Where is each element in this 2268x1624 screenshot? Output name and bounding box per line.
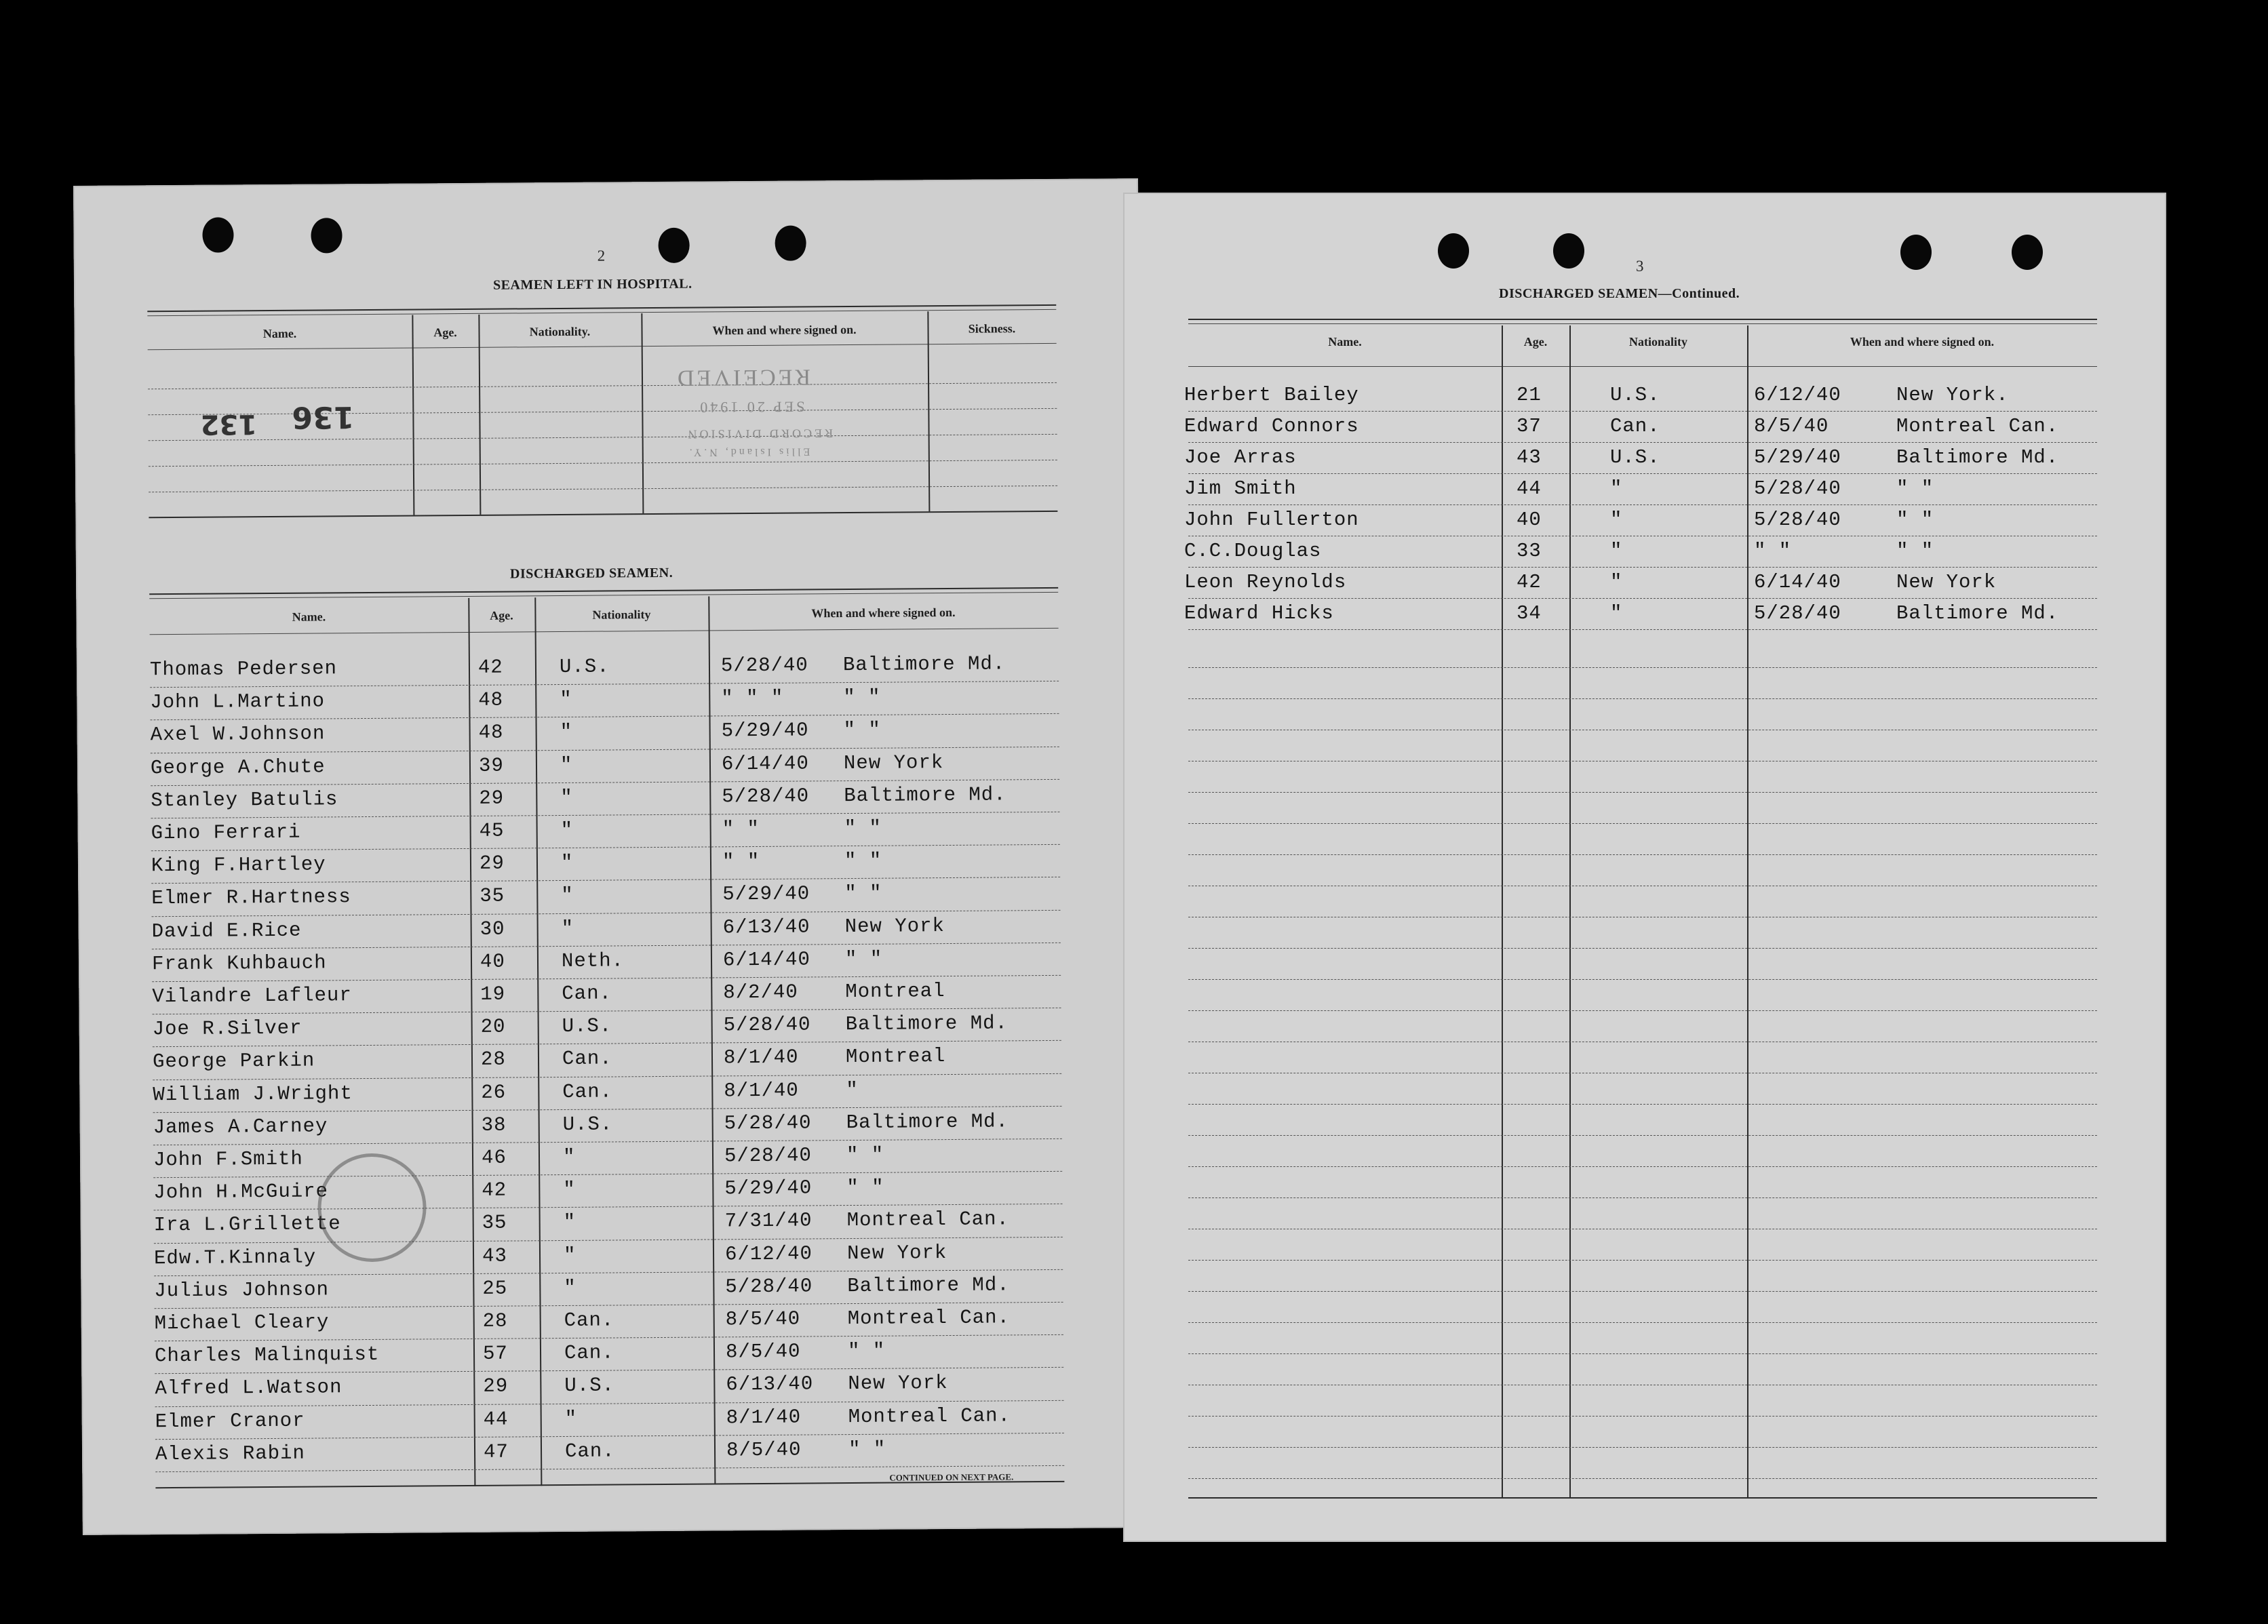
seaman-age: 28 bbox=[480, 1048, 506, 1071]
seaman-name: Herbert Bailey bbox=[1184, 384, 1359, 406]
seaman-age: 43 bbox=[482, 1244, 507, 1267]
col-when-where: When and where signed on. bbox=[811, 605, 956, 620]
seaman-age: 42 bbox=[1517, 571, 1542, 593]
signed-on-place: Baltimore Md. bbox=[846, 1110, 1009, 1134]
seaman-nationality: " bbox=[564, 1276, 576, 1299]
seaman-nationality: U.S. bbox=[564, 1374, 615, 1398]
seaman-age: 34 bbox=[1517, 602, 1542, 625]
seaman-name: Charles Malinquist bbox=[154, 1343, 380, 1368]
signed-on-place: " " bbox=[843, 686, 881, 709]
seaman-name: Edw.T.Kinnaly bbox=[153, 1246, 317, 1269]
seaman-name: Thomas Pedersen bbox=[149, 657, 338, 681]
continued-note: CONTINUED ON NEXT PAGE. bbox=[889, 1471, 1014, 1483]
seaman-nationality: " bbox=[561, 884, 574, 907]
seaman-name: Elmer Cranor bbox=[155, 1409, 305, 1433]
signed-on-place: New York bbox=[848, 1372, 948, 1395]
signed-on-place: " " bbox=[1896, 540, 1934, 562]
signed-on-place: " " bbox=[846, 1176, 884, 1200]
signed-on-place: Montreal bbox=[845, 1045, 946, 1069]
seaman-name: Edward Connors bbox=[1184, 415, 1359, 437]
signed-on-place: New York bbox=[843, 751, 944, 774]
signed-on-date: 8/1/40 bbox=[724, 1079, 799, 1102]
seaman-name: George Parkin bbox=[152, 1049, 315, 1073]
signed-on-date: 5/28/40 bbox=[723, 1013, 811, 1037]
signed-on-place: " " bbox=[1896, 509, 1934, 531]
signed-on-date: 8/5/40 bbox=[725, 1307, 801, 1331]
seaman-name: Ira L.Grillette bbox=[153, 1212, 341, 1237]
signed-on-place: " " bbox=[1896, 477, 1934, 500]
signed-on-date: 6/13/40 bbox=[722, 915, 810, 938]
seaman-age: 57 bbox=[482, 1342, 508, 1366]
punch-hole bbox=[2012, 235, 2043, 270]
col-name: Name. bbox=[262, 326, 297, 341]
col-sickness: Sickness. bbox=[968, 321, 1016, 336]
punch-hole bbox=[1438, 233, 1469, 269]
seaman-name: John H.McGuire bbox=[153, 1180, 329, 1204]
seaman-age: 45 bbox=[479, 819, 505, 842]
signed-on-place: " " bbox=[844, 849, 882, 873]
seaman-nationality: U.S. bbox=[1610, 446, 1660, 469]
seaman-age: 26 bbox=[481, 1081, 507, 1104]
signed-on-date: 5/28/40 bbox=[720, 654, 808, 677]
seaman-age: 21 bbox=[1517, 384, 1542, 406]
signed-on-place: Baltimore Md. bbox=[845, 1012, 1009, 1036]
signed-on-date: 5/28/40 bbox=[722, 785, 810, 808]
seaman-nationality: " bbox=[560, 753, 573, 776]
seaman-age: 46 bbox=[481, 1146, 507, 1169]
seaman-age: 44 bbox=[1517, 477, 1542, 500]
seaman-nationality: " bbox=[563, 1179, 576, 1202]
seaman-age: 29 bbox=[479, 787, 505, 810]
seaman-nationality: " bbox=[1610, 477, 1623, 500]
circular-stamp bbox=[317, 1153, 427, 1262]
signed-on-date: " " " bbox=[721, 686, 784, 710]
seaman-age: 29 bbox=[479, 852, 505, 875]
seaman-name: Leon Reynolds bbox=[1184, 571, 1347, 593]
signed-on-date: 5/28/40 bbox=[1754, 509, 1841, 531]
signed-on-date: 8/5/40 bbox=[726, 1438, 802, 1462]
col-name: Name. bbox=[1328, 335, 1362, 349]
page-number: 2 bbox=[597, 247, 606, 264]
seaman-age: 42 bbox=[477, 656, 503, 679]
punch-hole bbox=[202, 217, 233, 252]
signed-on-place: Baltimore Md. bbox=[1896, 446, 2059, 469]
col-age: Age. bbox=[1523, 335, 1548, 349]
seaman-age: 28 bbox=[482, 1309, 508, 1332]
seaman-nationality: U.S. bbox=[1610, 384, 1660, 406]
seaman-name: Joe Arras bbox=[1184, 446, 1297, 469]
signed-on-date: 6/14/40 bbox=[1754, 571, 1841, 593]
seaman-age: 48 bbox=[478, 688, 504, 712]
seaman-nationality: Can. bbox=[562, 1047, 612, 1071]
signed-on-place: Montreal Can. bbox=[846, 1208, 1010, 1232]
seaman-nationality: " bbox=[561, 917, 574, 940]
seaman-age: 25 bbox=[482, 1277, 508, 1300]
signed-on-place: " " bbox=[844, 947, 883, 970]
seaman-nationality: U.S. bbox=[562, 1113, 613, 1136]
seaman-age: 20 bbox=[480, 1015, 506, 1039]
signed-on-place: " " bbox=[844, 882, 882, 905]
seaman-name: Julius Johnson bbox=[154, 1278, 330, 1303]
signed-on-date: 8/2/40 bbox=[723, 981, 798, 1004]
signed-on-date: 5/28/40 bbox=[1754, 602, 1841, 625]
signed-on-place: " " bbox=[846, 1143, 884, 1167]
seaman-name: John L.Martino bbox=[150, 690, 326, 714]
col-nationality: Nationality bbox=[592, 608, 651, 622]
seaman-name: James A.Carney bbox=[153, 1115, 328, 1139]
seaman-name: C.C.Douglas bbox=[1184, 540, 1322, 562]
signed-on-date: 8/5/40 bbox=[1754, 415, 1829, 437]
signed-on-place: Montreal Can. bbox=[847, 1306, 1011, 1330]
seaman-nationality: " bbox=[560, 786, 573, 809]
seaman-nationality: Can. bbox=[562, 1080, 613, 1103]
seaman-age: 29 bbox=[483, 1374, 509, 1398]
seaman-age: 47 bbox=[483, 1440, 509, 1463]
seaman-nationality: " bbox=[560, 688, 572, 711]
seaman-nationality: U.S. bbox=[559, 655, 610, 679]
seaman-nationality: " bbox=[564, 1407, 578, 1430]
handwritten-number-partial: 132 bbox=[200, 408, 258, 440]
signed-on-date: 8/1/40 bbox=[723, 1046, 799, 1069]
col-nationality: Nationality. bbox=[529, 324, 591, 339]
seaman-nationality: Can. bbox=[1610, 415, 1660, 437]
seaman-name: Jim Smith bbox=[1184, 477, 1297, 500]
right-page bbox=[1123, 193, 2166, 1542]
seaman-name: John Fullerton bbox=[1184, 509, 1359, 531]
signed-on-date: 5/29/40 bbox=[724, 1176, 813, 1200]
seaman-age: 48 bbox=[478, 721, 504, 745]
seaman-nationality: " bbox=[1610, 602, 1623, 625]
seaman-nationality: Can. bbox=[562, 982, 612, 1005]
seaman-name: Axel W.Johnson bbox=[150, 722, 326, 747]
signed-on-date: 5/28/40 bbox=[724, 1144, 812, 1168]
col-when-where: When and where signed on. bbox=[1850, 335, 1995, 349]
signed-on-date: 8/5/40 bbox=[725, 1340, 801, 1364]
seaman-age: 43 bbox=[1517, 446, 1542, 469]
signed-on-place: Montreal Can. bbox=[848, 1404, 1011, 1428]
signed-on-place: Baltimore Md. bbox=[1896, 602, 2059, 625]
col-age: Age. bbox=[433, 325, 457, 340]
punch-hole bbox=[311, 218, 342, 253]
seaman-name: David E.Rice bbox=[151, 919, 302, 943]
page-number: 3 bbox=[1636, 258, 1644, 275]
signed-on-place: New York bbox=[1896, 571, 1997, 593]
col-nationality: Nationality bbox=[1628, 335, 1687, 349]
received-stamp: RECEIVED SEP 20 1940 RECORD DIVISION Ellis Island, N.Y. bbox=[674, 364, 834, 458]
col-name: Name. bbox=[292, 610, 326, 624]
punch-hole bbox=[658, 228, 689, 263]
signed-on-date: 6/14/40 bbox=[721, 752, 809, 775]
seaman-nationality: " bbox=[1610, 571, 1623, 593]
seaman-age: 19 bbox=[480, 983, 506, 1006]
punch-hole bbox=[1900, 235, 1932, 270]
punch-hole bbox=[1553, 233, 1584, 269]
seaman-nationality: Can. bbox=[564, 1341, 614, 1365]
signed-on-date: 6/14/40 bbox=[722, 948, 810, 972]
seaman-age: 38 bbox=[481, 1113, 507, 1136]
signed-on-date: 6/12/40 bbox=[724, 1242, 813, 1265]
seaman-name: Edward Hicks bbox=[1184, 602, 1334, 625]
signed-on-date: " " bbox=[1754, 540, 1792, 562]
signed-on-date: 5/28/40 bbox=[1754, 477, 1841, 500]
signed-on-date: " " bbox=[722, 850, 760, 873]
signed-on-place: " " bbox=[843, 719, 881, 742]
signed-on-place: Baltimore Md. bbox=[844, 783, 1006, 807]
signed-on-place: New York bbox=[844, 914, 945, 938]
seaman-name: Joe R.Silver bbox=[152, 1016, 302, 1041]
seaman-nationality: " bbox=[1610, 540, 1623, 562]
col-when-where: When and where signed on. bbox=[712, 322, 857, 338]
seaman-age: 40 bbox=[1517, 509, 1542, 531]
signed-on-place: " " bbox=[844, 816, 882, 840]
seaman-nationality: Neth. bbox=[561, 949, 625, 972]
right-section-title: DISCHARGED SEAMEN—Continued. bbox=[1499, 286, 1740, 301]
discharged-section-title: DISCHARGED SEAMEN. bbox=[509, 565, 673, 582]
signed-on-date: 5/28/40 bbox=[725, 1275, 813, 1299]
signed-on-place: " " bbox=[847, 1339, 886, 1363]
seaman-age: 39 bbox=[478, 754, 504, 777]
seaman-name: Vilandre Lafleur bbox=[152, 984, 352, 1008]
seaman-name: Michael Cleary bbox=[154, 1311, 330, 1335]
hospital-section-title: SEAMEN LEFT IN HOSPITAL. bbox=[492, 276, 692, 293]
seaman-nationality: " bbox=[560, 721, 573, 744]
signed-on-place: New York bbox=[846, 1241, 947, 1265]
signed-on-date: 5/29/40 bbox=[721, 719, 809, 742]
seaman-age: 30 bbox=[480, 917, 505, 940]
handwritten-number: 136 bbox=[292, 399, 355, 435]
seaman-name: Alfred L.Watson bbox=[155, 1376, 343, 1400]
seaman-age: 35 bbox=[480, 884, 505, 908]
signed-on-date: 8/1/40 bbox=[726, 1406, 802, 1429]
signed-on-date: 5/29/40 bbox=[1754, 446, 1841, 469]
punch-hole bbox=[775, 225, 806, 260]
signed-on-place: New York. bbox=[1896, 384, 2009, 406]
seaman-nationality: " bbox=[560, 852, 574, 875]
seaman-name: George A.Chute bbox=[150, 755, 326, 779]
seaman-nationality: Can. bbox=[564, 1309, 614, 1332]
signed-on-place: " " bbox=[848, 1438, 886, 1461]
signed-on-date: 5/29/40 bbox=[722, 882, 810, 906]
seaman-nationality: " bbox=[562, 1145, 576, 1168]
signed-on-date: " " bbox=[722, 817, 760, 841]
signed-on-place: Montreal bbox=[845, 980, 945, 1004]
seaman-name: Elmer R.Hartness bbox=[151, 886, 351, 910]
seaman-name: Frank Kuhbauch bbox=[151, 951, 327, 976]
signed-on-place: Montreal Can. bbox=[1896, 415, 2059, 437]
seaman-nationality: " bbox=[560, 818, 574, 842]
seaman-name: Alexis Rabin bbox=[155, 1442, 306, 1465]
signed-on-date: 6/12/40 bbox=[1754, 384, 1841, 406]
seaman-nationality: " bbox=[563, 1211, 576, 1234]
signed-on-place: Baltimore Md. bbox=[842, 652, 1006, 677]
seaman-age: 33 bbox=[1517, 540, 1542, 562]
seaman-nationality: " bbox=[563, 1244, 576, 1267]
seaman-name: William J.Wright bbox=[153, 1082, 353, 1106]
seaman-age: 42 bbox=[482, 1179, 507, 1202]
seaman-nationality: Can. bbox=[564, 1440, 615, 1463]
signed-on-place: " bbox=[846, 1078, 859, 1101]
signed-on-date: 5/28/40 bbox=[724, 1111, 812, 1135]
seaman-name: John F.Smith bbox=[153, 1147, 303, 1172]
seaman-nationality: " bbox=[1610, 509, 1623, 531]
seaman-age: 44 bbox=[483, 1408, 509, 1431]
seaman-age: 40 bbox=[480, 950, 505, 973]
signed-on-date: 6/13/40 bbox=[726, 1372, 814, 1396]
signed-on-date: 7/31/40 bbox=[724, 1209, 813, 1233]
seaman-name: King F.Hartley bbox=[151, 853, 326, 877]
col-age: Age. bbox=[490, 608, 513, 622]
seaman-name: Gino Ferrari bbox=[151, 820, 301, 845]
left-page bbox=[73, 178, 1148, 1535]
seaman-name: Stanley Batulis bbox=[151, 788, 338, 812]
seaman-age: 37 bbox=[1517, 415, 1542, 437]
signed-on-place: Baltimore Md. bbox=[847, 1273, 1010, 1297]
seaman-nationality: U.S. bbox=[562, 1014, 612, 1038]
seaman-age: 35 bbox=[482, 1211, 507, 1235]
